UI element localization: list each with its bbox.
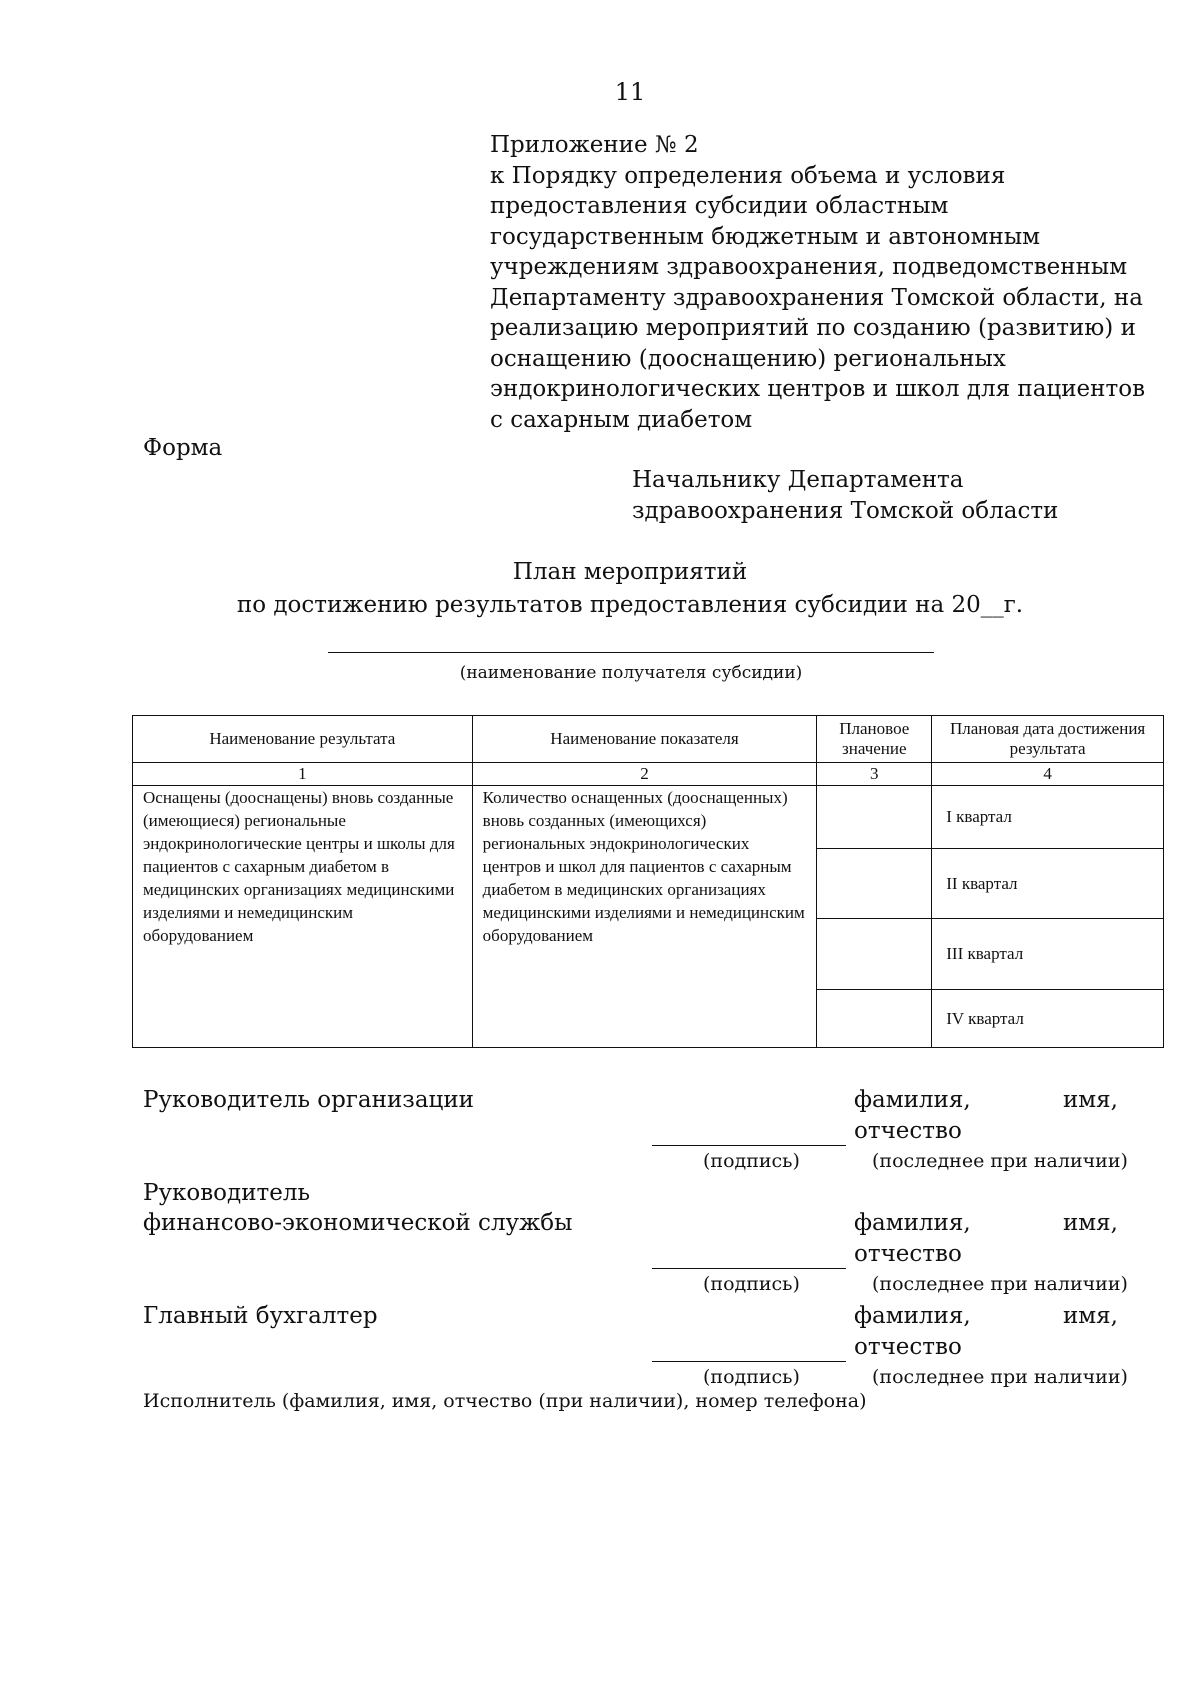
plan-table [132, 715, 1164, 1048]
header-result-name: Наименование результата [133, 716, 473, 763]
signature-line [652, 1361, 846, 1362]
column-number: 1 [133, 763, 473, 786]
quarter-cell: III квартал [932, 919, 1164, 990]
appendix-line: эндокринологических центров и школ для пациентов [490, 376, 1146, 402]
title-line: План мероприятий [512, 559, 748, 585]
recipient-name-line [328, 652, 934, 653]
fio-word: фамилия, [854, 1210, 971, 1236]
fio-word: имя, [1062, 1303, 1118, 1329]
document-title [0, 556, 1200, 622]
appendix-line: Департаменту здравоохранения Томской области, на [490, 284, 1143, 311]
header-planned-value: Плановое значение [817, 716, 932, 763]
recipient-caption: (наименование получателя субсидии) [459, 663, 803, 683]
appendix-line: реализацию мероприятий по созданию (развитию) и [490, 315, 1136, 341]
column-number: 4 [932, 763, 1164, 786]
signatory-title: Главный бухгалтер [143, 1303, 378, 1329]
fio-field [854, 1208, 1118, 1270]
column-number: 2 [472, 763, 817, 786]
signatory-title-line: Руководитель [143, 1180, 310, 1206]
signature-line [652, 1145, 846, 1146]
fio-word: фамилия, [854, 1087, 971, 1113]
title-line: по достижению результатов предоставления субсидии на 20__г. [236, 592, 1024, 618]
signature-caption: (подпись) [703, 1366, 800, 1388]
planned-value-cell [817, 786, 932, 849]
fio-field [854, 1085, 1118, 1147]
appendix-line: Приложение № 2 [490, 132, 699, 158]
fio-word: отчество [854, 1241, 962, 1267]
fio-field [854, 1301, 1118, 1363]
planned-value-cell [817, 849, 932, 919]
table-header-row [133, 716, 1164, 763]
header-planned-date: Плановая дата достижения результата [932, 716, 1164, 763]
fio-word: отчество [854, 1118, 962, 1144]
form-label: Форма [143, 435, 223, 461]
quarter-cell: I квартал [932, 786, 1164, 849]
result-name-cell: Оснащены (дооснащены) вновь созданные (имеющиеся) региональные эндокринологические центры и школы для пациентов с сахарным диабетом в медицинских организациях медицинскими изделиями и немедицинским оборудованием [133, 786, 473, 1048]
planned-value-cell [817, 919, 932, 990]
addressee [632, 465, 1058, 527]
fio-caption: (последнее при наличии) [872, 1150, 1128, 1172]
indicator-name-cell: Количество оснащенных (дооснащенных) вновь созданных (имеющихся) региональных эндокринологических центров и школ для пациентов с сахарным диабетом в медицинских организациях медицинскими изделиями и немедицинским оборудованием [472, 786, 817, 1048]
fio-word: имя, [1062, 1087, 1118, 1113]
fio-word: фамилия, [854, 1303, 971, 1329]
signatory-title: Руководитель организации [143, 1087, 474, 1113]
appendix-line: учреждениям здравоохранения, подведомственным [490, 254, 1128, 280]
planned-value-cell [817, 990, 932, 1048]
header-indicator-name: Наименование показателя [472, 716, 817, 763]
signature-line [652, 1268, 846, 1269]
quarter-cell: II квартал [932, 849, 1164, 919]
appendix-line: к Порядку определения объема и условия [490, 162, 1006, 189]
signature-caption: (подпись) [703, 1273, 800, 1295]
table-row [133, 786, 1164, 849]
appendix-header [490, 130, 1146, 435]
fio-caption: (последнее при наличии) [872, 1366, 1128, 1388]
addressee-line: здравоохранения Томской области [632, 498, 1059, 524]
fio-word: отчество [854, 1334, 962, 1360]
appendix-line: государственным бюджетным и автономным [490, 223, 1041, 250]
column-numbers-row [133, 763, 1164, 786]
fio-word: имя, [1062, 1210, 1118, 1236]
executor-line: Исполнитель (фамилия, имя, отчество (при наличии), номер телефона) [143, 1390, 867, 1412]
fio-caption: (последнее при наличии) [872, 1273, 1128, 1295]
column-number: 3 [817, 763, 932, 786]
quarter-cell: IV квартал [932, 990, 1164, 1048]
page-number: 11 [614, 78, 646, 106]
signature-caption: (подпись) [703, 1150, 800, 1172]
appendix-line: оснащению (дооснащению) региональных [490, 345, 1006, 372]
signatory-title-line: финансово-экономической службы [143, 1210, 573, 1236]
signatory-title [143, 1178, 572, 1238]
addressee-line: Начальнику Департамента [632, 467, 964, 493]
appendix-line: с сахарным диабетом [490, 406, 753, 433]
appendix-line: предоставления субсидии областным [490, 193, 949, 219]
